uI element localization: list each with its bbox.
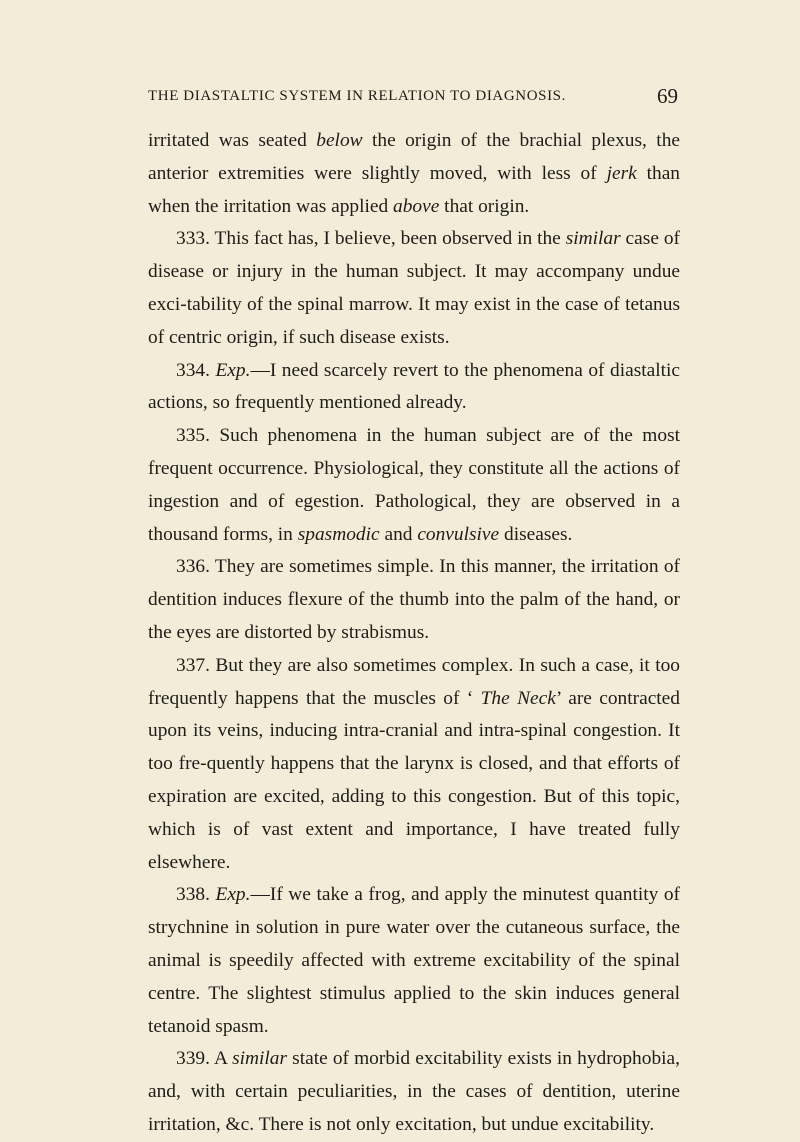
paragraph <box>148 420 680 551</box>
text-run: 336. They are sometimes simple. In this manner, the irritation of dentition induces flexure of the thumb into the palm of the hand, or the eyes are distorted by strabismus. <box>148 556 680 643</box>
text-run: 337. But they are also sometimes complex. In such a case, it too frequently happens that the muscles of ‘ <box>148 654 680 709</box>
text-run: irritated was seated <box>148 130 317 151</box>
text-run: 333. This fact has, I believe, been observed in the <box>176 228 566 250</box>
text-run: —If we take a frog, and apply the minutest quantity of strychnine in solution in pure water over the cutaneous surface, the animal is speedily affected with extreme excitability of the spinal centre. The slightest stimulus applied to the skin induces general tetanoid spasm. <box>148 884 681 1037</box>
italic-text: jerk <box>606 162 637 184</box>
italic-text: below <box>316 130 363 151</box>
italic-text: convulsive <box>417 523 500 545</box>
text-run: that origin. <box>439 195 530 217</box>
text-run: diseases. <box>499 523 573 545</box>
paragraph <box>148 650 680 880</box>
text-run: 334. <box>176 359 216 381</box>
text-run: and <box>379 523 418 545</box>
body-text <box>148 125 680 1142</box>
text-run: the origin of the brachial plexus, the anterior extremities were slightly moved, with less of <box>148 130 680 184</box>
paragraph <box>148 1043 680 1141</box>
paragraph <box>148 355 680 421</box>
text-run: 338. <box>176 884 216 906</box>
italic-text: spasmodic <box>297 523 380 545</box>
text-run: 339. A <box>176 1048 233 1070</box>
paragraph <box>148 551 680 649</box>
text-run: state of morbid excitability exists in hydrophobia, and, with certain peculiarities, in the cases of dentition, uterine irritation, &c. There is not only excitation, but undue excitability. <box>148 1048 680 1135</box>
italic-text: The Neck <box>480 687 556 709</box>
paragraph <box>148 223 680 354</box>
text-run: —I need scarcely revert to the phenomena of diastaltic actions, so frequently mentioned already. <box>148 359 681 414</box>
italic-text: similar <box>232 1048 288 1070</box>
page-header <box>148 84 678 110</box>
paragraph <box>148 125 680 223</box>
paragraph <box>148 879 680 1043</box>
page-number: 69 <box>657 84 678 108</box>
running-title: THE DIASTALTIC SYSTEM IN RELATION TO DIAGNOSIS. <box>148 88 566 104</box>
italic-text: similar <box>565 228 621 250</box>
italic-text: Exp. <box>215 884 251 906</box>
italic-text: Exp. <box>215 359 251 381</box>
italic-text: above <box>393 195 440 217</box>
text-run: ’ are contracted upon its veins, inducing intra-cranial and intra-spinal congestion. It too fre-quently happens that the larynx is closed, and that efforts of expiration are excited, adding to this congestion. But of this topic, which is of vast extent and importance, I have treated fully elsewhere. <box>148 687 680 873</box>
text-run: 335. Such phenomena in the human subject are of the most frequent occurrence. Physiological, they constitute all the actions of ingestion and of egestion. Pathological, they are observed in a thousand forms, in <box>148 425 680 545</box>
text-run: case of disease or injury in the human subject. It may accompany undue exci-tability of the spinal marrow. It may exist in the case of tetanus of centric origin, if such disease exists. <box>148 228 680 348</box>
text-run: than when the irritation was applied <box>148 162 681 217</box>
